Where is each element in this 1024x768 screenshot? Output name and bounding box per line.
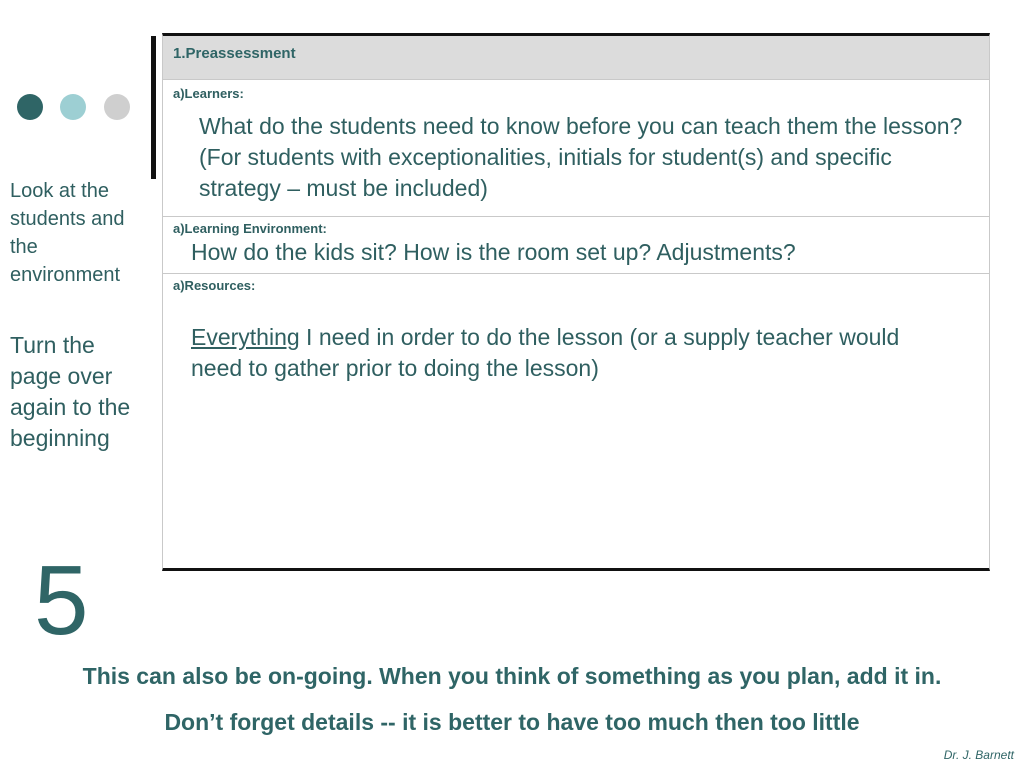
resources-emphasis: Everything <box>191 324 300 350</box>
decorative-dot-light <box>60 94 86 120</box>
footer-line-details: Don’t forget details -- it is better to have too much then too little <box>164 709 860 735</box>
footer-line-ongoing: This can also be on-going. When you think of something as you plan, add it in. <box>82 663 942 689</box>
sidebar-note-look: Look at the students and the environment <box>10 180 125 286</box>
learners-label: a)Learners: <box>173 86 244 101</box>
environment-row <box>163 216 989 274</box>
decorative-dot-dark <box>17 94 43 120</box>
resources-label: a)Resources: <box>173 278 256 293</box>
sidebar-note-turn: Turn the page over again to the beginning <box>10 332 131 451</box>
table-header-row <box>163 36 989 80</box>
learners-text: What do the students need to know before you can teach them the lesson? (For students with exceptionalities, initials for student(s) and specific strategy – must be included) <box>199 113 963 201</box>
resources-text-block <box>191 322 931 384</box>
step-number: 5 <box>34 545 89 655</box>
table-header-label: 1.Preassessment <box>173 45 296 62</box>
resources-row <box>163 273 989 571</box>
learners-row <box>163 79 989 217</box>
environment-text: How do the kids sit? How is the room set up? Adjustments? <box>191 239 796 265</box>
resources-text: I need in order to do the lesson (or a supply teacher would need to gather prior to doing the lesson) <box>191 324 900 381</box>
preassessment-table <box>162 33 990 571</box>
author-credit: Dr. J. Barnett <box>943 748 1014 762</box>
decorative-dot-gray <box>104 94 130 120</box>
environment-label: a)Learning Environment: <box>173 221 327 236</box>
vertical-divider <box>151 36 156 179</box>
